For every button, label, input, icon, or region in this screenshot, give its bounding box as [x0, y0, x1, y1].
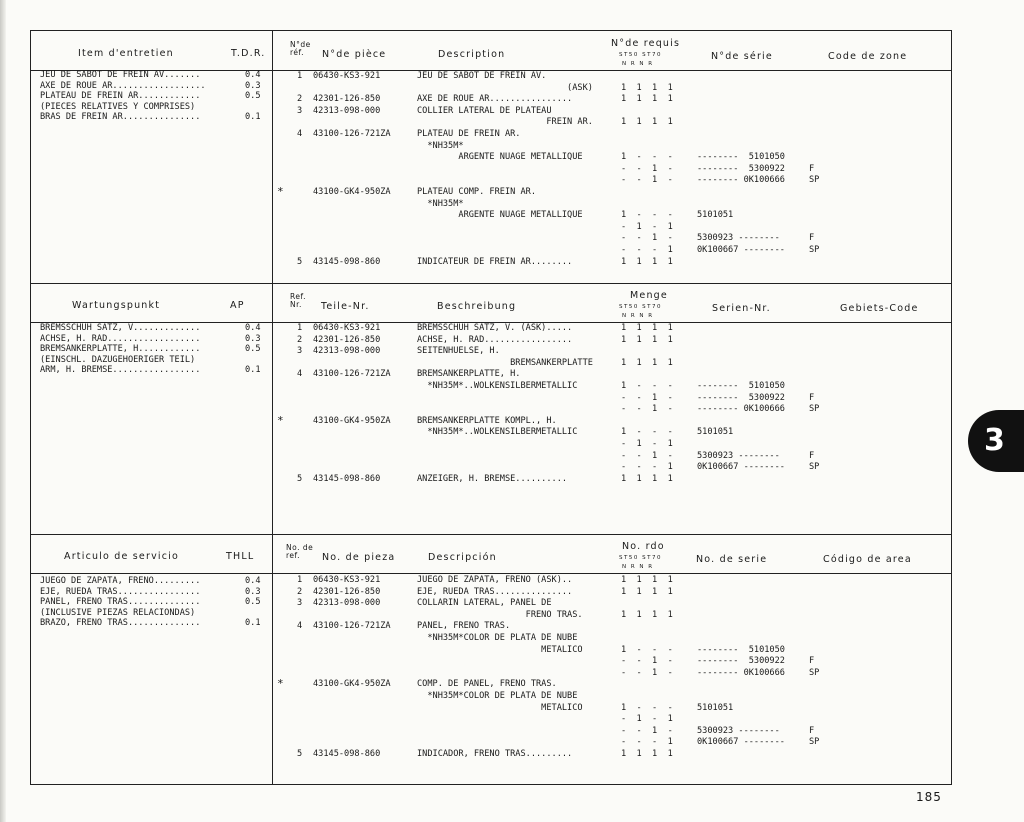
quantity-cells: - - 1 -: [621, 163, 673, 174]
part-description: (ASK): [417, 82, 593, 93]
chapter-tab: 3: [968, 410, 1024, 472]
part-description: FREIN AR.: [417, 117, 593, 128]
part-number: 43100-126-721ZA: [313, 621, 391, 632]
part-description: BREMSANKERPLATTE: [417, 357, 593, 368]
part-description: PLATEAU DE FREIN AR.: [417, 129, 521, 139]
quantity-cells: 1 1 1 1: [621, 117, 673, 128]
header-tdr: T.D.R.: [231, 48, 266, 59]
service-item-name: PANEL, FRENO TRAS..............: [40, 597, 201, 608]
header-variants: ST50 ST70: [619, 555, 662, 561]
serial-number: -------- 5101050: [697, 152, 785, 163]
header-variants: ST50 ST70: [619, 304, 662, 310]
part-number: 43100-GK4-950ZA: [313, 187, 391, 197]
quantity-cells: 1 - - -: [621, 210, 673, 221]
ref-number: 5: [297, 749, 303, 759]
part-number: 43100-GK4-950ZA: [313, 679, 391, 690]
service-item-time: 0.4: [245, 576, 261, 586]
part-description: METALICO: [417, 702, 583, 713]
part-description: ARGENTE NUAGE METALLIQUE: [417, 210, 583, 221]
header-serial: No. de serie: [696, 554, 768, 565]
part-description: INDICADOR, FRENO TRAS.........: [417, 749, 573, 759]
service-item-time: 0.3: [245, 80, 261, 91]
service-item-name: PLATEAU DE FREIN AR............: [40, 91, 201, 102]
service-item-name: AXE DE ROUE AR..................: [40, 80, 206, 91]
part-number: 42313-098-000: [313, 598, 381, 609]
part-description: BREMSANKERPLATTE, H.: [417, 369, 521, 380]
quantity-cells: 1 - - -: [621, 152, 673, 163]
header-nrnr: N R N R: [622, 564, 654, 570]
area-code: SP: [809, 667, 820, 678]
serial-number: -------- 5101050: [697, 644, 785, 655]
header-area-code: Código de area: [823, 554, 912, 565]
part-description: METALICO: [417, 644, 583, 655]
part-number: 43100-126-721ZA: [313, 129, 391, 139]
quantity-cells: 1 1 1 1: [621, 586, 673, 597]
header-tdr: AP: [230, 300, 245, 311]
part-description: COLLIER LATERAL DE PLATEAU: [417, 105, 552, 116]
area-code: SP: [809, 175, 820, 186]
header-area-code: Gebiets-Code: [840, 303, 919, 314]
part-number: 43145-098-860: [313, 256, 381, 267]
header-item: Item d'entretien: [78, 48, 174, 59]
quantity-cells: - - 1 -: [621, 450, 673, 461]
service-item-name: (EINSCHL. DAZUGEHOERIGER TEIL): [40, 354, 196, 365]
part-number: 42301-126-850: [313, 94, 381, 105]
new-part-marker: *: [277, 413, 284, 427]
header-description: Descripción: [428, 552, 497, 563]
part-number: 06430-KS3-921: [313, 575, 381, 585]
part-number: 42301-126-850: [313, 586, 381, 597]
header-ref: N°de réf.: [290, 40, 311, 57]
part-description: FRENO TRAS.: [417, 609, 583, 620]
area-code: F: [809, 233, 815, 244]
serial-number: -------- 0K100666: [697, 667, 785, 678]
quantity-cells: - 1 - 1: [621, 221, 673, 232]
part-description: JUEGO DE ZAPATA, FRENO (ASK)..: [417, 575, 573, 585]
part-description: BREMSANKERPLATTE KOMPL., H.: [417, 415, 557, 426]
service-item-name: (PIECES RELATIVES Y COMPRISES): [40, 101, 196, 112]
column-divider: [272, 31, 273, 784]
service-item-name: BREMSANKERPLATTE, H............: [40, 344, 201, 355]
quantity-cells: 1 1 1 1: [621, 94, 673, 105]
header-serial: N°de série: [711, 51, 773, 62]
serial-number: 0K100667 --------: [697, 245, 785, 255]
part-number: 43100-126-721ZA: [313, 369, 391, 380]
area-code: F: [809, 450, 815, 461]
ref-number: 3: [297, 105, 303, 116]
service-item-time: 0.3: [245, 333, 261, 344]
header-ref: No. de ref.: [286, 543, 314, 560]
area-code: F: [809, 392, 815, 403]
area-code: F: [809, 163, 815, 174]
header-nrnr: N R N R: [622, 313, 654, 319]
serial-number: -------- 5300922: [697, 656, 785, 667]
part-description: EJE, RUEDA TRAS...............: [417, 586, 573, 597]
quantity-cells: 1 1 1 1: [621, 575, 673, 585]
serial-number: -------- 5300922: [697, 163, 785, 174]
quantity-cells: 1 1 1 1: [621, 749, 673, 759]
quantity-cells: 1 1 1 1: [621, 82, 673, 93]
new-part-marker: *: [277, 677, 284, 691]
area-code: SP: [809, 737, 820, 748]
quantity-cells: - - 1 -: [621, 392, 673, 403]
part-description: *NH35M*COLOR DE PLATA DE NUBE: [417, 633, 578, 643]
serial-number: 0K100667 --------: [697, 737, 785, 748]
quantity-cells: - - 1 -: [621, 404, 673, 415]
service-item-time: 0.5: [245, 344, 261, 355]
area-code: F: [809, 656, 815, 667]
header-description: Beschreibung: [437, 301, 517, 312]
part-number: 06430-KS3-921: [313, 323, 381, 333]
service-item-name: BREMSSCHUH SATZ, V.............: [40, 323, 201, 333]
serial-number: -------- 5101050: [697, 381, 785, 391]
header-description: Description: [438, 49, 506, 60]
part-description: JEU DE SABOT DE FREIN AV.: [417, 71, 547, 81]
area-code: F: [809, 725, 815, 736]
ref-number: 4: [297, 129, 303, 139]
serial-number: -------- 0K100666: [697, 404, 785, 415]
serial-number: 5300923 --------: [697, 450, 780, 461]
part-number: 43100-GK4-950ZA: [313, 415, 391, 426]
part-description: ARGENTE NUAGE METALLIQUE: [417, 152, 583, 163]
serial-number: 5300923 --------: [697, 725, 780, 736]
area-code: SP: [809, 404, 820, 415]
ref-number: 4: [297, 369, 303, 380]
service-item-name: ACHSE, H. RAD..................: [40, 333, 201, 344]
part-description: *NH35M*: [417, 140, 464, 151]
serial-number: 0K100667 --------: [697, 462, 785, 473]
service-item-name: EJE, RUEDA TRAS................: [40, 586, 201, 597]
quantity-cells: - - 1 -: [621, 725, 673, 736]
quantity-cells: 1 1 1 1: [621, 357, 673, 368]
quantity-cells: - - - 1: [621, 737, 673, 748]
part-description: *NH35M*..WOLKENSILBERMETALLIC: [417, 427, 578, 438]
quantity-cells: 1 1 1 1: [621, 334, 673, 345]
serial-number: 5101051: [697, 210, 734, 221]
header-quantity: Menge: [630, 290, 668, 301]
part-description: PANEL, FRENO TRAS.: [417, 621, 511, 632]
part-description: BREMSSCHUH SATZ, V. (ASK).....: [417, 323, 573, 333]
header-variants: ST50 ST70: [619, 52, 662, 58]
quantity-cells: - - 1 -: [621, 175, 673, 186]
service-item-time: 0.4: [245, 70, 261, 80]
ref-number: 5: [297, 256, 303, 267]
part-description: ACHSE, H. RAD.................: [417, 334, 573, 345]
ref-number: 5: [297, 473, 303, 484]
serial-number: 5300923 --------: [697, 233, 780, 244]
ref-number: 3: [297, 346, 303, 357]
page-number: 185: [916, 790, 942, 804]
header-part-number: Teile-Nr.: [321, 301, 370, 312]
part-description: COMP. DE PANEL, FRENO TRAS.: [417, 679, 557, 690]
header-part-number: N°de pièce: [322, 49, 387, 60]
part-description: COLLARIN LATERAL, PANEL DE: [417, 598, 552, 609]
quantity-cells: - - 1 -: [621, 656, 673, 667]
service-item-name: BRAZO, FRENO TRAS..............: [40, 618, 201, 629]
area-code: SP: [809, 245, 820, 255]
quantity-cells: - - 1 -: [621, 667, 673, 678]
section-divider: [31, 534, 951, 535]
quantity-cells: - 1 - 1: [621, 714, 673, 725]
serial-number: 5101051: [697, 427, 734, 438]
quantity-cells: 1 1 1 1: [621, 609, 673, 620]
part-description: *NH35M*..WOLKENSILBERMETALLIC: [417, 381, 578, 391]
part-description: *NH35M*: [417, 198, 464, 209]
service-item-time: 0.1: [245, 112, 261, 123]
quantity-cells: 1 1 1 1: [621, 473, 673, 484]
header-quantity: N°de requis: [611, 38, 681, 49]
ref-number: 2: [297, 334, 303, 345]
serial-number: 5101051: [697, 702, 734, 713]
part-description: AXE DE ROUE AR................: [417, 94, 573, 105]
part-number: 43145-098-860: [313, 473, 381, 484]
part-number: 06430-KS3-921: [313, 71, 381, 81]
header-tdr: THLL: [226, 551, 255, 562]
ref-number: 1: [297, 575, 303, 585]
new-part-marker: *: [277, 185, 284, 198]
ref-number: 2: [297, 94, 303, 105]
part-description: PLATEAU COMP. FREIN AR.: [417, 187, 536, 197]
header-quantity: No. rdo: [622, 541, 665, 552]
part-description: *NH35M*COLOR DE PLATA DE NUBE: [417, 691, 578, 701]
service-item-name: ARM, H. BREMSE.................: [40, 365, 201, 376]
quantity-cells: - 1 - 1: [621, 439, 673, 449]
service-item-time: 0.1: [245, 365, 261, 376]
quantity-cells: - - - 1: [621, 245, 673, 255]
ref-number: 1: [297, 323, 303, 333]
area-code: SP: [809, 462, 820, 473]
part-description: INDICATEUR DE FREIN AR........: [417, 256, 573, 267]
header-area-code: Code de zone: [828, 51, 908, 62]
part-description: SEITENHUELSE, H.: [417, 346, 500, 357]
header-item: Wartungspunkt: [72, 300, 161, 311]
part-description: ANZEIGER, H. BREMSE..........: [417, 473, 568, 484]
quantity-cells: 1 - - -: [621, 644, 673, 655]
ref-number: 2: [297, 586, 303, 597]
serial-number: -------- 0K100666: [697, 175, 785, 186]
header-ref: Ref. Nr.: [290, 292, 306, 309]
service-item-time: 0.5: [245, 91, 261, 102]
part-number: 43145-098-860: [313, 749, 381, 759]
header-part-number: No. de pieza: [322, 552, 396, 563]
quantity-cells: 1 1 1 1: [621, 256, 673, 267]
part-number: 42313-098-000: [313, 105, 381, 116]
quantity-cells: 1 - - -: [621, 427, 673, 438]
service-item-time: 0.1: [245, 618, 261, 629]
service-item-time: 0.3: [245, 586, 261, 597]
service-item-name: (INCLUSIVE PIEZAS RELACIONDAS): [40, 607, 196, 618]
service-item-name: BRAS DE FREIN AR...............: [40, 112, 201, 123]
page-gutter-shadow: [0, 0, 6, 822]
header-serial: Serien-Nr.: [712, 303, 771, 314]
quantity-cells: - - - 1: [621, 462, 673, 473]
quantity-cells: 1 - - -: [621, 702, 673, 713]
quantity-cells: - - 1 -: [621, 233, 673, 244]
service-item-time: 0.5: [245, 597, 261, 608]
header-nrnr: N R N R: [622, 61, 654, 67]
header-item: Articulo de servicio: [64, 551, 180, 562]
service-item-time: 0.4: [245, 323, 261, 333]
ref-number: 4: [297, 621, 303, 632]
ref-number: 1: [297, 71, 303, 81]
quantity-cells: 1 - - -: [621, 381, 673, 391]
service-item-name: JUEGO DE ZAPATA, FRENO.........: [40, 576, 201, 586]
part-number: 42301-126-850: [313, 334, 381, 345]
header-underline: [31, 573, 951, 574]
service-item-name: JEU DE SABOT DE FREIN AV.......: [40, 70, 201, 80]
part-number: 42313-098-000: [313, 346, 381, 357]
serial-number: -------- 5300922: [697, 392, 785, 403]
quantity-cells: 1 1 1 1: [621, 323, 673, 333]
ref-number: 3: [297, 598, 303, 609]
section-divider: [31, 283, 951, 284]
